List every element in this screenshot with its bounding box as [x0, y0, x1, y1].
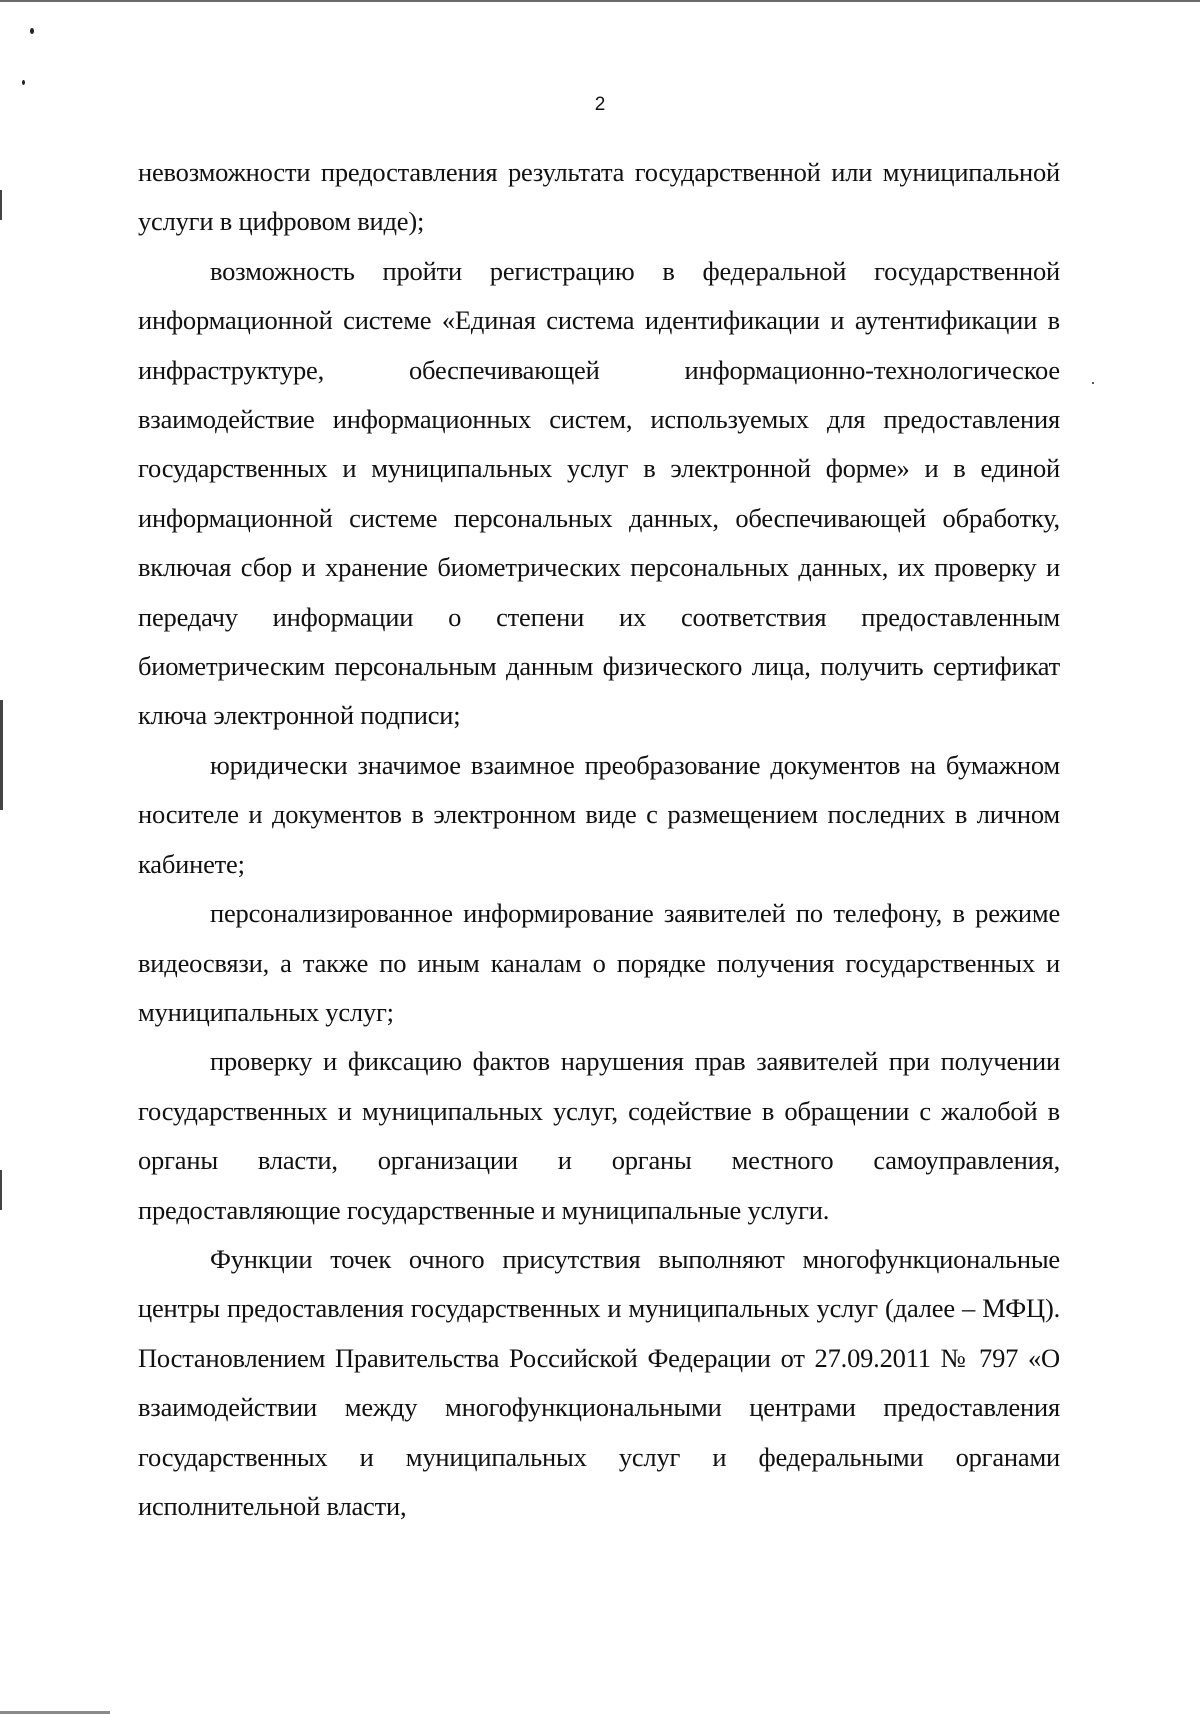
- paragraph-personal-informing: персонализированное информирование заявителей по телефону, в режиме видеосвязи, а также по иным каналам о порядке получения государственных и муниципальных услуг;: [138, 898, 1060, 1027]
- scan-speck: [30, 28, 34, 34]
- paragraph-esia-registration: возможность пройти регистрацию в федеральной государственной информационной системе «Единая система идентификации и аутентификации в инфраструктуре, обеспечивающей информационно-технологическое взаимодействие информационных систем, используемых для предоставления государственных и муниципальных услуг в электронной форме» и в единой информационной системе персональных данных, обеспечивающей обработку, включая сбор и хранение биометрических персональных данных, их проверку и передачу информации о степени их соответствия предоставленным биометрическим персональным данным физического лица, получить сертификат ключа электронной подписи;: [138, 255, 1060, 731]
- paragraph-document-conversion: юридически значимое взаимное преобразование документов на бумажном носителе и документов в электронном виде с размещением последних в личном кабинете;: [138, 749, 1060, 879]
- paragraph-continuation: невозможности предоставления результата государственной или муниципальной услуги в цифровом виде);: [138, 157, 1060, 237]
- scan-speck: [1092, 382, 1094, 384]
- scan-margin-mark: [0, 1170, 2, 1210]
- scan-top-edge: [0, 0, 1200, 2]
- paragraph-mfc-functions: Функции точек очного присутствия выполняют многофункциональные центры предоставления государственных и муниципальных услуг (далее – МФЦ). Постановлением Правительства Российской Федерации от 27.09.2011 № 797 «О взаимодействии между многофункциональными центрами предоставления государственных и муниципальных услуг и федеральными органами исполнительной власти,: [138, 1243, 1060, 1521]
- paragraph-violation-check: проверку и фиксацию фактов нарушения прав заявителей при получении государственных и муниципальных услуг, содействие в обращении с жалобой в органы власти, организации и органы местного самоуправления, предоставляющие государственные и муниципальные услуги.: [138, 1046, 1060, 1225]
- document-body: [138, 148, 1060, 1531]
- scan-margin-mark: [0, 190, 2, 220]
- page-number: 2: [594, 94, 606, 115]
- scan-margin-mark: [0, 700, 3, 810]
- scan-speck: [22, 80, 25, 85]
